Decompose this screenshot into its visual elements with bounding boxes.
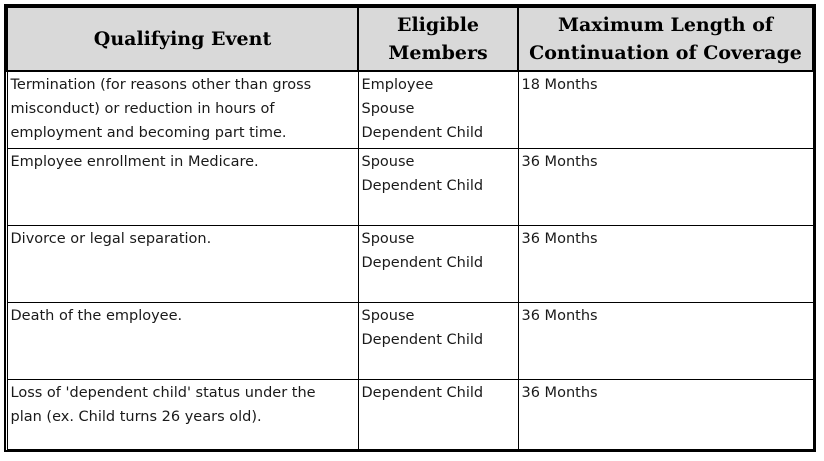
eligible-member: Dependent Child bbox=[361, 254, 484, 271]
qualifying-event-text: employment and becoming part time. bbox=[10, 125, 287, 141]
header-eligible-members bbox=[358, 7, 518, 71]
qualifying-event-cell bbox=[7, 225, 358, 302]
coverage-length: 36 Months bbox=[521, 384, 598, 401]
table-row bbox=[7, 302, 813, 379]
header-eligible-members-line1: Eligible bbox=[396, 14, 479, 36]
coverage-length-cell bbox=[518, 379, 813, 450]
coverage-length: 18 Months bbox=[521, 77, 598, 93]
qualifying-event-cell bbox=[7, 71, 358, 148]
eligible-member: Dependent Child bbox=[361, 177, 484, 194]
eligible-member: Employee bbox=[361, 77, 434, 93]
qualifying-event-text: Employee enrollment in Medicare. bbox=[10, 153, 259, 170]
qualifying-event-cell bbox=[7, 148, 358, 225]
qualifying-event-cell bbox=[7, 302, 358, 379]
header-maximum-length bbox=[518, 7, 813, 71]
eligible-member: Spouse bbox=[361, 307, 415, 324]
header-qualifying-event bbox=[7, 7, 358, 71]
header-eligible-members-line2: Members bbox=[388, 42, 488, 64]
qualifying-event-text: Death of the employee. bbox=[10, 307, 183, 324]
cobra-coverage-table-container bbox=[4, 4, 816, 452]
eligible-member: Dependent Child bbox=[361, 331, 484, 348]
table-row bbox=[7, 71, 813, 148]
qualifying-event-text: plan (ex. Child turns 26 years old). bbox=[10, 408, 262, 425]
eligible-member: Dependent Child bbox=[361, 384, 484, 401]
eligible-member: Dependent Child bbox=[361, 125, 484, 141]
eligible-members-cell bbox=[358, 71, 518, 148]
coverage-length-cell bbox=[518, 71, 813, 148]
coverage-length-cell bbox=[518, 225, 813, 302]
coverage-length: 36 Months bbox=[521, 307, 598, 324]
coverage-length-cell bbox=[518, 302, 813, 379]
qualifying-event-cell bbox=[7, 379, 358, 450]
table-header-row bbox=[7, 7, 813, 71]
header-maximum-length-line1: Maximum Length of bbox=[557, 14, 774, 36]
qualifying-event-text: Loss of 'dependent child' status under the bbox=[10, 384, 316, 401]
eligible-members-cell bbox=[358, 302, 518, 379]
table-row bbox=[7, 379, 813, 450]
qualifying-event-text: Divorce or legal separation. bbox=[10, 230, 212, 247]
cobra-coverage-table bbox=[6, 6, 814, 450]
header-maximum-length-line2: Continuation of Coverage bbox=[529, 42, 802, 64]
eligible-members-cell bbox=[358, 225, 518, 302]
qualifying-event-text: misconduct) or reduction in hours of bbox=[10, 101, 275, 117]
eligible-member: Spouse bbox=[361, 230, 415, 247]
header-qualifying-event-label: Qualifying Event bbox=[93, 28, 272, 50]
eligible-member: Spouse bbox=[361, 101, 415, 117]
coverage-length: 36 Months bbox=[521, 153, 598, 170]
coverage-length-cell bbox=[518, 148, 813, 225]
eligible-members-cell bbox=[358, 379, 518, 450]
qualifying-event-text: Termination (for reasons other than gross bbox=[10, 77, 312, 93]
eligible-member: Spouse bbox=[361, 153, 415, 170]
table-row bbox=[7, 225, 813, 302]
eligible-members-cell bbox=[358, 148, 518, 225]
table-row bbox=[7, 148, 813, 225]
coverage-length: 36 Months bbox=[521, 230, 598, 247]
